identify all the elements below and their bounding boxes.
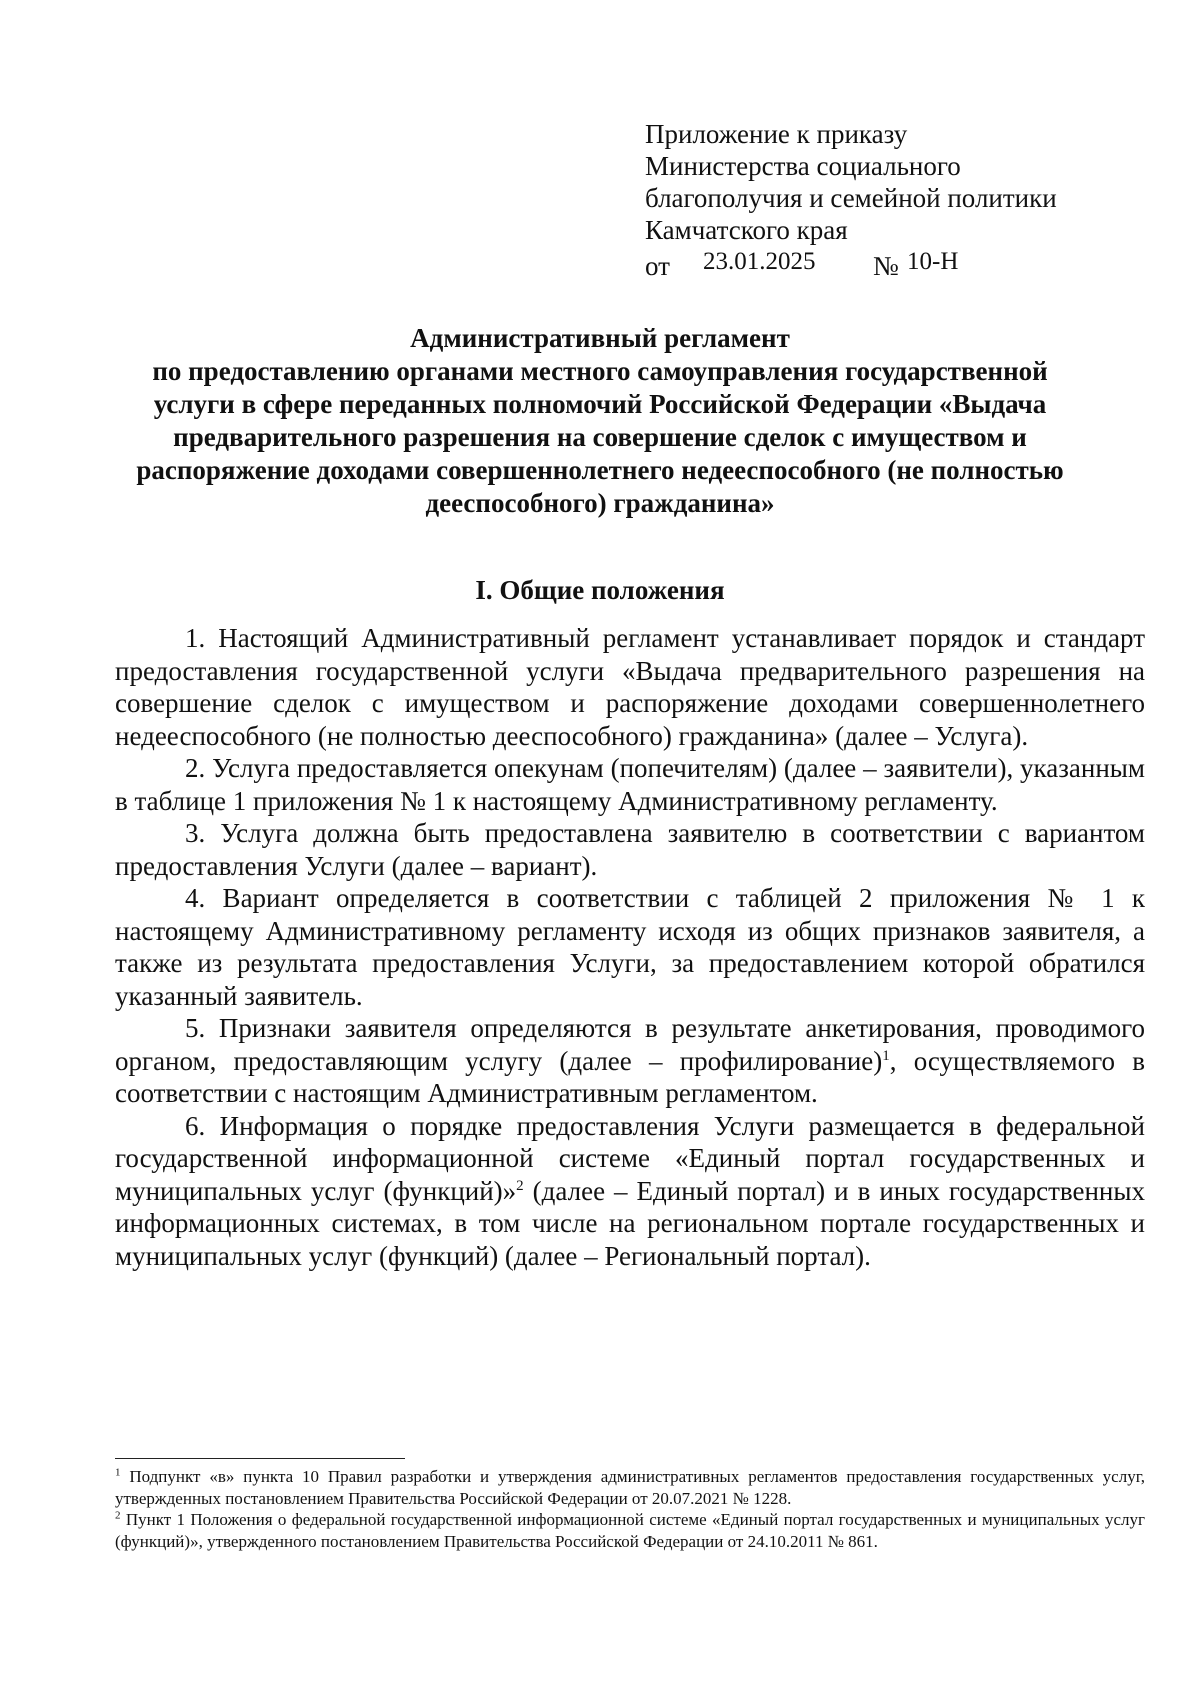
footnote-ref-2[interactable]: 2 [516,1177,524,1194]
order-date-row [645,246,1057,281]
footnote-mark-1: 1 [115,1466,121,1479]
order-number: 10-Н [907,248,959,275]
appendix-line: Министерства социального [645,151,961,181]
paragraph-4: 4. Вариант определяется в соответствии с таблицей 2 приложения № 1 к настоящему Административному регламенту исходя из общих признаков заявителя, а также из результата предоставления Услуги, за предоставлением которой обратился указанный заявитель. [115,883,1145,1011]
appendix-line: Приложение к приказу [645,119,908,149]
appendix-line: благополучия и семейной политики [645,183,1057,213]
footnote-1-text: Подпункт «в» пункта 10 Правил разработки и утверждения административных регламентов предоставления государственных услуг, утвержденных постановлением Правительства Российской Федерации от 20.07.2021 № 1228. [115,1467,1145,1508]
footnote-ref-1[interactable]: 1 [882,1047,890,1064]
footnote-mark-2: 2 [115,1509,121,1522]
footnote-2-text: Пункт 1 Положения о федеральной государственной информационной системе «Единый портал государственных и муниципальных услуг (функций)», утвержденного постановлением Правительства Российской Федерации от 24.10.2011 № 861. [115,1510,1145,1551]
section-title: I. Общие положения [475,575,725,605]
appendix-line: Камчатского края [645,215,848,245]
footnote-separator [115,1458,405,1459]
footnote-2 [115,1509,1145,1552]
title-line: услуги в сфере переданных полномочий Российской Федерации «Выдача [153,389,1047,419]
paragraph-5 [115,1012,1145,1110]
footnotes [115,1466,1145,1552]
from-label: от [645,251,670,281]
paragraph-6-text: 6. Информация о порядке предоставления Услуги размещается в федеральной государственной информационной системе «Единый портал государственных и муниципальных услуг (функций)» [115,1110,1145,1206]
paragraph-2: 2. Услуга предоставляется опекунам (попечителям) (далее – заявители), указанным в таблице 1 приложения № 1 к настоящему Административному регламенту. [115,753,1145,816]
title-line: дееспособного) гражданина» [425,488,775,518]
paragraph-5-text-cont: , осуществляемого в соответствии с настоящим Административным регламентом. [115,1045,1145,1108]
number-sign: № [873,251,899,281]
paragraph-5-text: 5. Признаки заявителя определяются в результате анкетирования, проводимого органом, предоставляющим услугу (далее – профилирование) [115,1013,1145,1076]
title-line: распоряжение доходами совершеннолетнего недееспособного (не полностью [136,455,1064,485]
title-line: предварительного разрешения на совершение сделок с имуществом и [173,422,1027,452]
title-line: по предоставлению органами местного самоуправления государственной [152,356,1048,386]
paragraph-3: 3. Услуга должна быть предоставлена заявителю в соответствии с вариантом предоставления Услуги (далее – вариант). [115,818,1145,881]
document-title [130,322,1070,520]
title-line: Административный регламент [410,323,790,353]
paragraph-1: 1. Настоящий Административный регламент устанавливает порядок и стандарт предоставления государственной услуги «Выдача предварительного разрешения на совершение сделок с имуществом и распоряжение доходами совершеннолетнего недееспособного (не полностью дееспособного) гражданина» (далее – Услуга). [115,623,1145,751]
document-body [115,622,1145,1272]
paragraph-6-text-cont: (далее – Единый портал) и в иных государственных информационных системах, в том числе на региональном портале государственных и муниципальных услуг (функций) (далее – Региональный портал). [115,1175,1145,1271]
appendix-header [645,118,1057,281]
order-date: 23.01.2025 [703,248,816,275]
paragraph-6 [115,1110,1145,1273]
footnote-1 [115,1466,1145,1509]
